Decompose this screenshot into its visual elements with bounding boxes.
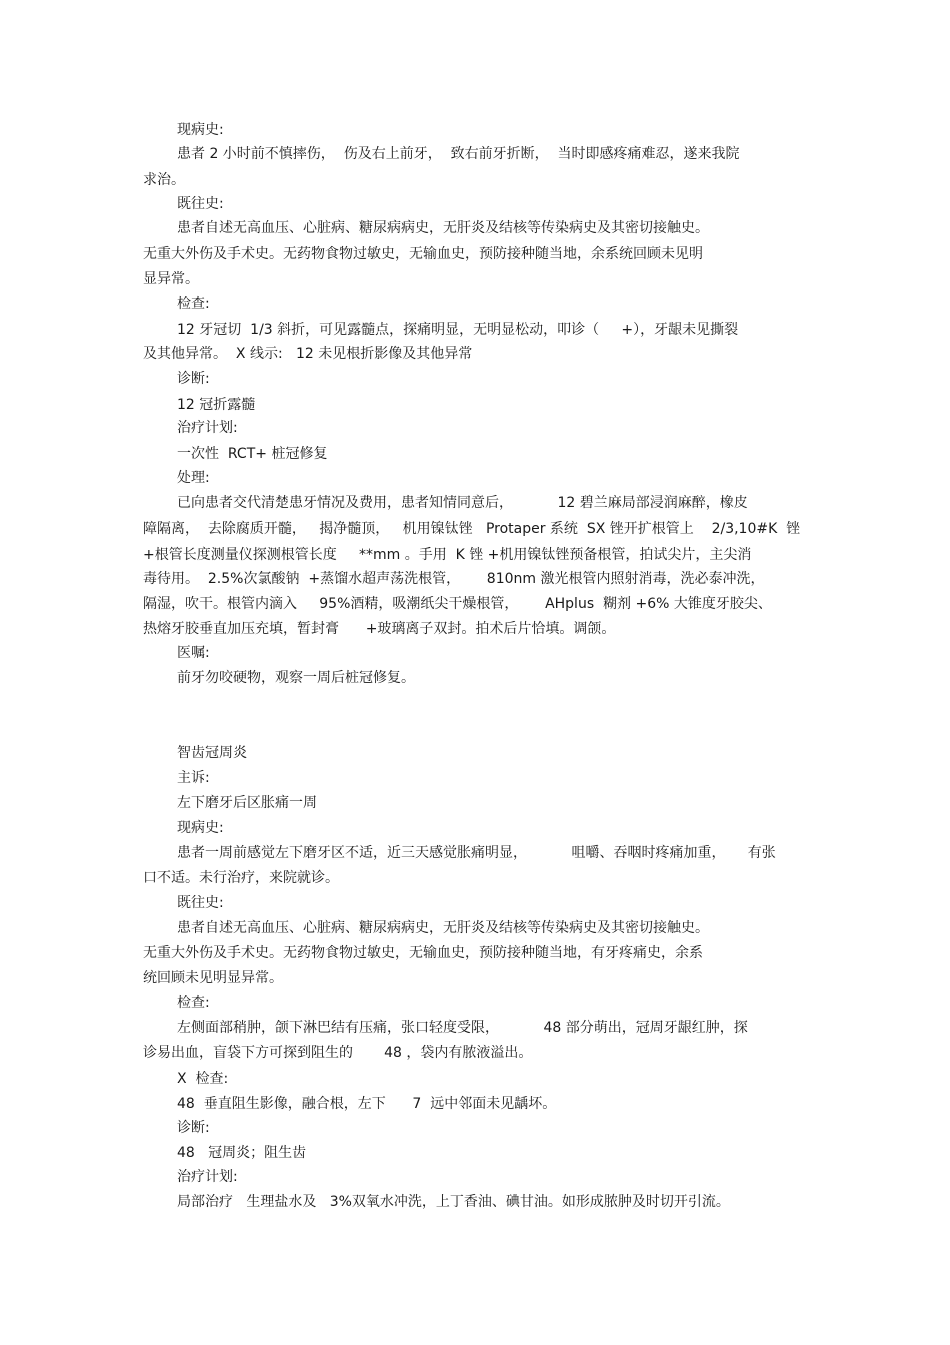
case1-treatment-line-3: +根管长度测量仪探测根管长度 **mm 。手用 K 锉 +机用镍钛锉预备根管，拍试尖片，主尖消: [143, 547, 752, 563]
case1-past-history-line-1: 患者自述无高血压、心脏病、糖尿病病史，无肝炎及结核等传染病史及其密切接触史。: [177, 220, 709, 236]
case2-exam-line-2: 诊易出血，盲袋下方可探到阻生的 48 ，袋内有脓液溢出。: [143, 1045, 533, 1061]
case2-past-history-line-2: 无重大外伤及手术史。无药物食物过敏史，无输血史，预防接种随当地，有牙疼痛史，余系: [143, 945, 703, 961]
case2-history-present-line-1: 患者一周前感觉左下磨牙区不适，近三天感觉胀痛明显， 咀嚼、吞咽时疼痛加重， 有张: [177, 845, 776, 861]
case1-past-history-line-2: 无重大外伤及手术史。无药物食物过敏史，无输血史，预防接种随当地，余系统回顾未见明: [143, 246, 703, 262]
case1-treatment-line-1: 已向患者交代清楚患牙情况及费用，患者知情同意后， 12 碧兰麻局部浸润麻醉，橡皮: [177, 495, 748, 511]
case2-complaint-text: 左下磨牙后区胀痛一周: [177, 795, 317, 811]
case2-complaint-heading: 主诉:: [177, 770, 210, 786]
case1-diagnosis-heading: 诊断:: [177, 371, 210, 387]
case2-plan-heading: 治疗计划:: [177, 1169, 238, 1185]
case2-past-history-line-1: 患者自述无高血压、心脏病、糖尿病病史，无肝炎及结核等传染病史及其密切接触史。: [177, 920, 709, 936]
case1-treatment-line-2: 障隔离， 去除腐质开髓， 揭净髓顶， 机用镍钛锉 Protaper 系统 SX 锉开扩根管上 2/3,10#K 锉: [143, 521, 801, 537]
case1-history-present-heading: 现病史:: [177, 122, 224, 138]
case1-past-history-line-3: 显异常。: [143, 271, 199, 287]
case2-history-present-heading: 现病史:: [177, 820, 224, 836]
case1-history-present-line-1: 患者 2 小时前不慎摔伤， 伤及右上前牙， 致右前牙折断， 当时即感疼痛难忍，遂来我院: [177, 146, 740, 162]
case2-past-history-line-3: 统回顾未见明显异常。: [143, 970, 283, 986]
case2-xray-text: 48 垂直阻生影像，融合根，左下 7 远中邻面未见龋坏。: [177, 1096, 557, 1112]
case2-diagnosis-heading: 诊断:: [177, 1120, 210, 1136]
case2-plan-text: 局部治疗 生理盐水及 3%双氧水冲洗，上丁香油、碘甘油。如形成脓肿及时切开引流。: [177, 1194, 730, 1210]
case1-plan-text: 一次性 RCT+ 桩冠修复: [177, 446, 328, 462]
case1-advice-heading: 医嘱:: [177, 645, 210, 661]
case2-title: 智齿冠周炎: [177, 745, 247, 761]
case1-history-present-line-2: 求治。: [143, 172, 185, 188]
case1-exam-heading: 检查:: [177, 296, 210, 312]
case1-diagnosis-text: 12 冠折露髓: [177, 397, 256, 413]
case2-history-present-line-2: 口不适。未行治疗，来院就诊。: [143, 870, 339, 886]
case2-diagnosis-text: 48 冠周炎；阻生齿: [177, 1145, 307, 1161]
case1-treatment-line-4: 毒待用。 2.5%次氯酸钠 +蒸馏水超声荡洗根管， 810nm 激光根管内照射消毒，洗必泰冲洗，: [143, 571, 765, 587]
case1-treatment-line-5: 隔湿，吹干。根管内滴入 95%酒精，吸潮纸尖干燥根管， AHplus 糊剂 +6% 大锥度牙胶尖、: [143, 596, 772, 612]
case1-exam-line-1: 12 牙冠切 1/3 斜折，可见露髓点，探痛明显，无明显松动，叩诊（ +），牙龈未见撕裂: [177, 322, 739, 338]
case1-past-history-heading: 既往史:: [177, 196, 224, 212]
case2-past-history-heading: 既往史:: [177, 895, 224, 911]
case2-exam-heading: 检查:: [177, 995, 210, 1011]
case1-exam-line-2: 及其他异常。 X 线示: 12 未见根折影像及其他异常: [143, 346, 473, 362]
case1-advice-text: 前牙勿咬硬物，观察一周后桩冠修复。: [177, 670, 415, 686]
case1-plan-heading: 治疗计划:: [177, 420, 238, 436]
case2-xray-heading: X 检查:: [177, 1071, 229, 1087]
case1-treatment-line-6: 热熔牙胶垂直加压充填，暂封膏 +玻璃离子双封。拍术后片恰填。调颌。: [143, 621, 616, 637]
case2-exam-line-1: 左侧面部稍肿，颌下淋巴结有压痛，张口轻度受限， 48 部分萌出，冠周牙龈红肿，探: [177, 1020, 748, 1036]
case1-treatment-heading: 处理:: [177, 470, 210, 486]
